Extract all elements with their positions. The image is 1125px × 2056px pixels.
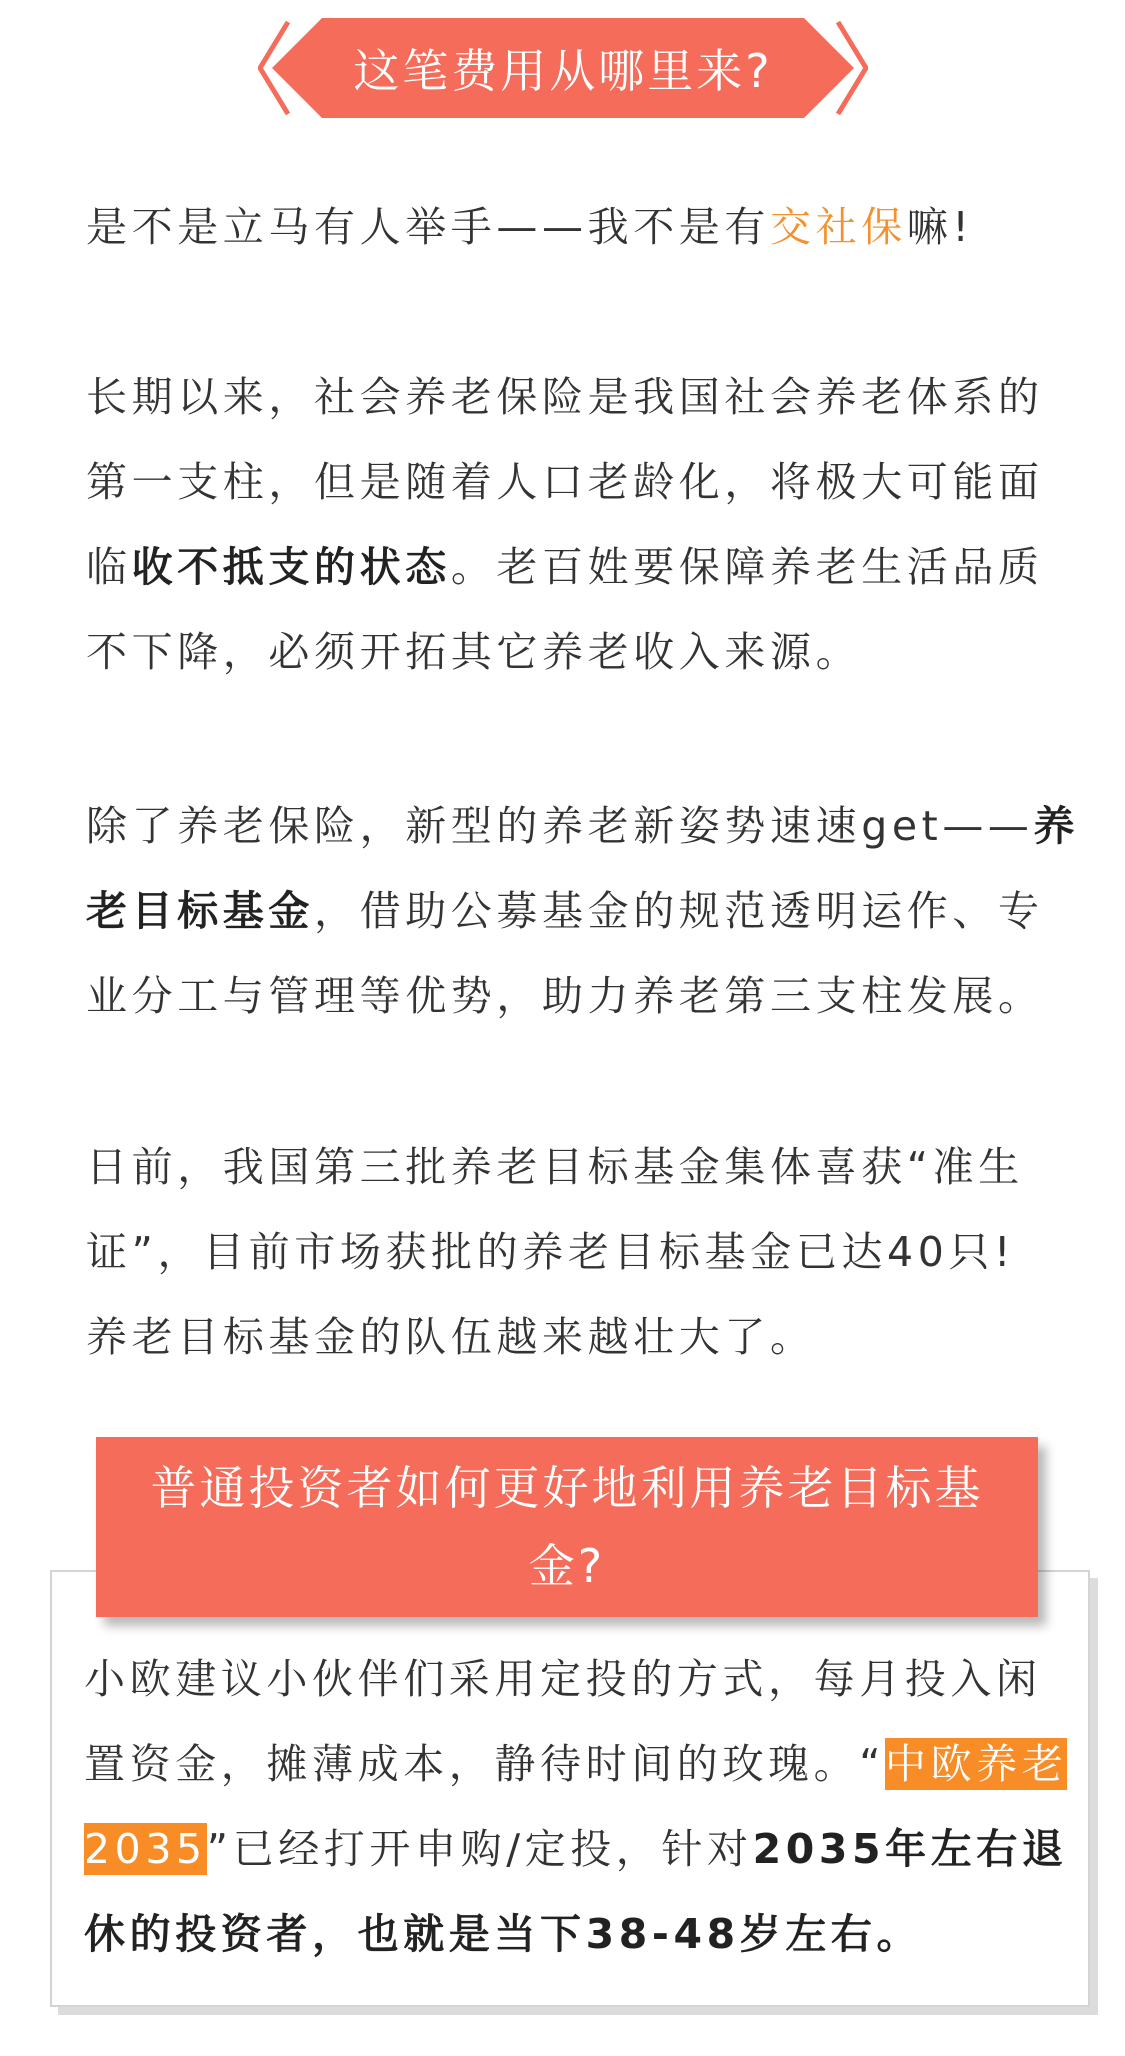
paragraph-line: 长期以来，社会养老保险是我国社会养老体系的 (86, 373, 1044, 421)
paragraph-target-fund (86, 784, 1080, 1039)
fund-year-highlight: 2035 (84, 1825, 207, 1873)
paragraph-text: 嘛! (906, 203, 974, 251)
paragraph-line: 养老目标基金的队伍越来越壮大了。 (86, 1313, 816, 1361)
paragraph-text: 临 (86, 543, 132, 591)
paragraph-line: 日前，我国第三批养老目标基金集体喜获“准生 (86, 1143, 1024, 1191)
callout-title: 普通投资者如何更好地利用养老目标基金? (150, 1461, 984, 1593)
callout-body (84, 1637, 1068, 1977)
paragraph-text: 是不是立马有人举手——我不是有 (86, 203, 770, 251)
paragraph-text: ，借助公募基金的规范透明运作、专 (314, 887, 1044, 935)
bold-text: 休的投资者，也就是当下38-48岁左右。 (84, 1910, 923, 1958)
paragraph-text: 除了养老保险，新型的养老新姿势速速get—— (86, 802, 1034, 850)
callout-text: ”已经打开申购/定投，针对 (206, 1825, 753, 1873)
callout-text: 置资金，摊薄成本，静待时间的玫瑰。“ (84, 1740, 886, 1788)
paragraph-text: 。老百姓要保障养老生活品质 (450, 543, 1044, 591)
fund-name-highlight: 中欧养老 (885, 1740, 1068, 1788)
paragraph-line: 业分工与管理等优势，助力养老第三支柱发展。 (86, 972, 1044, 1020)
bold-text: 2035年左右退 (752, 1825, 1068, 1873)
paragraph-line: 证”，目前市场获批的养老目标基金已达40只! (86, 1228, 1016, 1276)
banner-title: 这笔费用从哪里来? (353, 44, 773, 98)
callout-line: 小欧建议小伙伴们采用定投的方式，每月投入闲 (84, 1655, 1042, 1703)
paragraph-line: 第一支柱，但是随着人口老龄化，将极大可能面 (86, 458, 1044, 506)
section-banner (258, 18, 868, 118)
accent-text: 交社保 (770, 203, 907, 251)
paragraph-approval-news (86, 1125, 1052, 1380)
paragraph-pension-pillar (86, 355, 1052, 695)
callout-header (96, 1437, 1038, 1617)
bold-text: 老目标基金 (86, 887, 314, 935)
bold-text: 养 (1033, 802, 1080, 850)
paragraph-line: 不下降，必须开拓其它养老收入来源。 (86, 628, 862, 676)
bold-text: 收不抵支的状态 (131, 543, 451, 591)
paragraph-social-security (86, 185, 1052, 270)
